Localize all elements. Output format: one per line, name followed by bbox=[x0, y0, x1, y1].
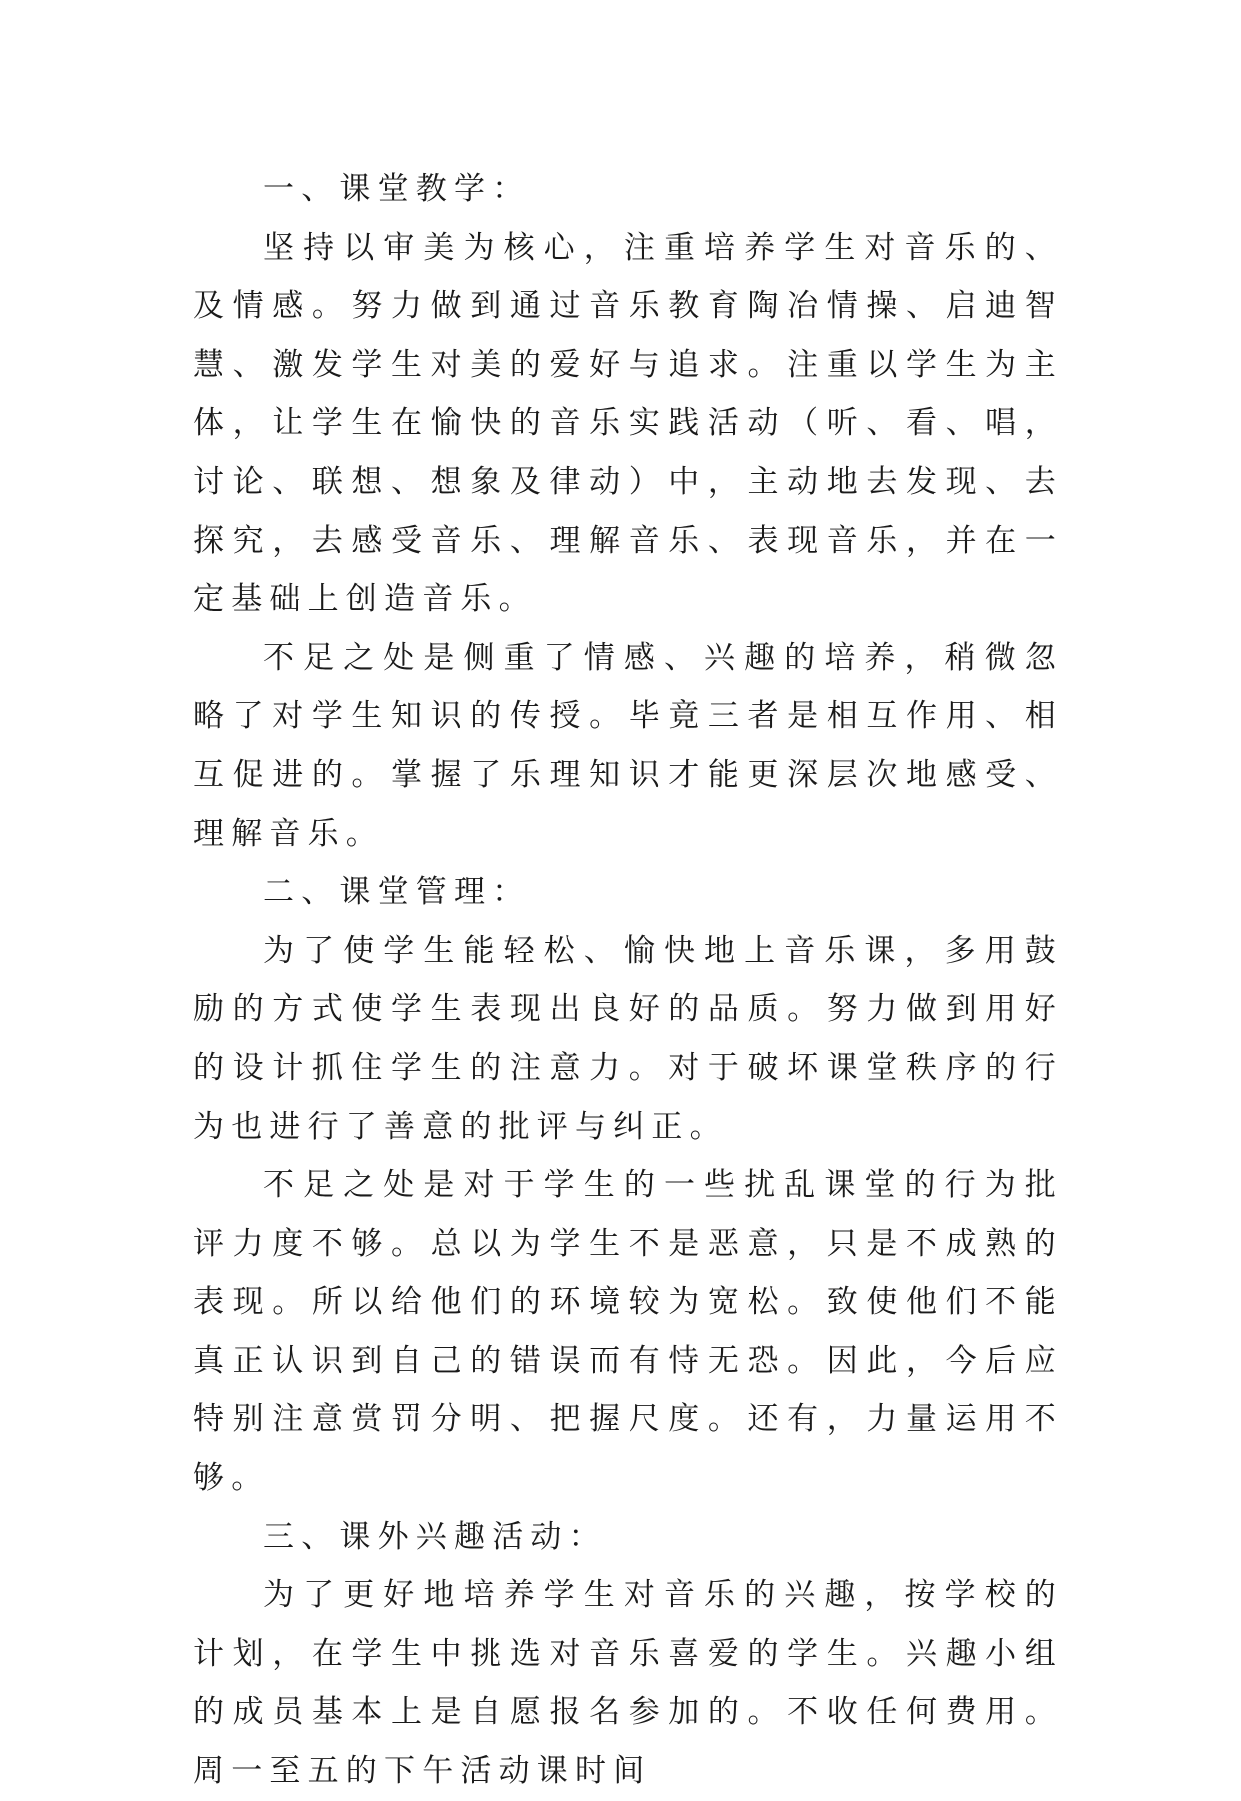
section-heading-extracurricular-activities: 三、课外兴趣活动： bbox=[263, 1518, 607, 1555]
section-heading-classroom-teaching: 一、课堂教学： bbox=[263, 171, 531, 207]
paragraph-teaching-shortcomings: 不足之处是侧重了情感、兴趣的培养，稍微忽略了对学生知识的传授。毕竟三者是相互作用、相互促进的。掌握了乐理知识才能更深层次地感受、理解音乐。 bbox=[193, 639, 1063, 852]
paragraph-management-shortcomings: 不足之处是对于学生的一些扰乱课堂的行为批评力度不够。总以为学生不是恶意，只是不成熟的表现。所以给他们的环境较为宽松。致使他们不能真正认识到自己的错误而有恃无恐。因此，今后应特别注意赏罚分明、把握尺度。还有，力量运用不够。 bbox=[193, 1167, 1063, 1497]
paragraph-teaching-approach: 坚持以审美为核心，注重培养学生对音乐的、及情感。努力做到通过音乐教育陶冶情操、启迪智慧、激发学生对美的爱好与追求。注重以学生为主体，让学生在愉快的音乐实践活动（听、看、唱，讨论、联想、想象及律动）中，主动地去发现、去探究，去感受音乐、理解音乐、表现音乐，并在一定基础上创造音乐。 bbox=[193, 229, 1063, 618]
paragraph-management-approach: 为了使学生能轻松、愉快地上音乐课，多用鼓励的方式使学生表现出良好的品质。努力做到用好的设计抓住学生的注意力。对于破坏课堂秩序的行为也进行了善意的批评与纠正。 bbox=[193, 932, 1063, 1145]
section-heading-classroom-management: 二、课堂管理： bbox=[263, 874, 531, 911]
document-body bbox=[193, 160, 1063, 1801]
paragraph-extracurricular-activities: 为了更好地培养学生对音乐的兴趣，按学校的计划，在学生中挑选对音乐喜爱的学生。兴趣小组的成员基本上是自愿报名参加的。不收任何费用。周一至五的下午活动课时间 bbox=[193, 1577, 1063, 1790]
